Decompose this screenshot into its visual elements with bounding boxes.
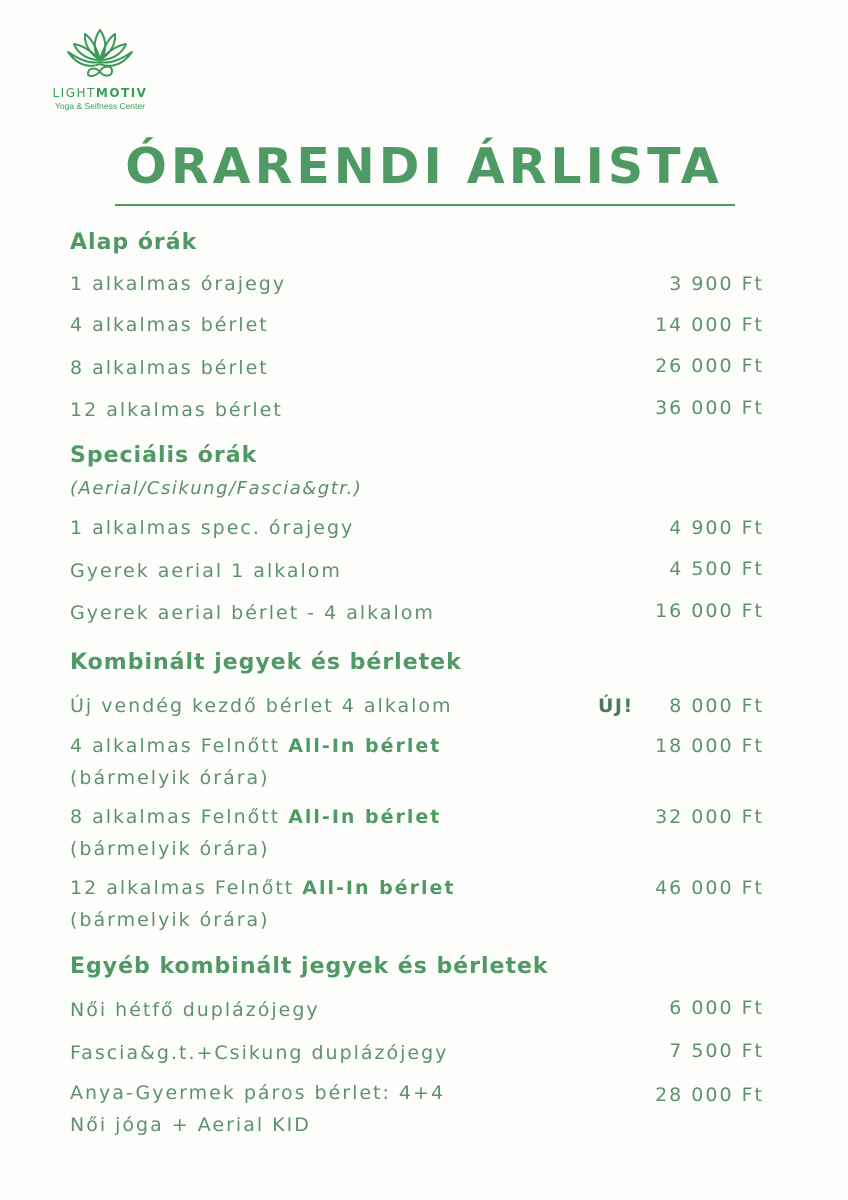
price-item-label-prefix: 12 alkalmas Felnőtt: [70, 877, 303, 899]
price-item-label: [70, 801, 441, 865]
price-item-price: 4 900 Ft: [669, 517, 764, 539]
price-item-label-line1: Anya-Gyermek páros bérlet: 4+4: [70, 1082, 446, 1104]
price-item-label: [70, 1077, 445, 1141]
price-item-label-line2: (bármelyik órára): [70, 838, 270, 860]
brand-light: LIGHT: [52, 86, 96, 100]
price-item-label: 8 alkalmas bérlet: [70, 357, 269, 379]
price-item-price: 26 000 Ft: [655, 355, 764, 377]
price-item-label: 4 alkalmas bérlet: [70, 314, 269, 336]
price-item-label: Gyerek aerial bérlet - 4 alkalom: [70, 602, 435, 624]
section-heading-kombinalt: Kombinált jegyek és bérletek: [70, 650, 462, 675]
price-item-price: 18 000 Ft: [655, 735, 764, 757]
brand-bold: MOTIV: [95, 86, 148, 100]
price-item-label: [70, 872, 455, 936]
price-item-price: 32 000 Ft: [655, 806, 764, 828]
section-heading-egyeb: Egyéb kombinált jegyek és bérletek: [70, 954, 549, 979]
price-item-price: 8 000 Ft: [669, 695, 764, 717]
price-item-label: Új vendég kezdő bérlet 4 alkalom: [70, 695, 453, 717]
price-item-label-bold: All-In bérlet: [288, 735, 442, 757]
price-item-label: 1 alkalmas spec. órajegy: [70, 517, 355, 539]
section-heading-specialis: Speciális órák: [70, 443, 258, 468]
price-item-price: 16 000 Ft: [655, 600, 764, 622]
price-item-price: 28 000 Ft: [655, 1084, 764, 1106]
price-item-label: 1 alkalmas órajegy: [70, 273, 287, 295]
price-item-label: Fascia&g.t.+Csikung duplázójegy: [70, 1042, 449, 1064]
price-item-label: [70, 730, 441, 794]
price-item-label-line2: Női jóga + Aerial KID: [70, 1114, 311, 1136]
price-item-label-line2: (bármelyik órára): [70, 767, 270, 789]
brand-tagline: Yoga & Selfness Center: [55, 101, 145, 111]
price-item-price: 4 500 Ft: [669, 558, 764, 580]
price-item-price: 46 000 Ft: [655, 877, 764, 899]
price-item-label: Női hétfő duplázójegy: [70, 999, 320, 1021]
page-title: ÓRARENDI ÁRLISTA: [125, 138, 723, 195]
price-item-price: 7 500 Ft: [669, 1040, 764, 1062]
price-item-price: 36 000 Ft: [655, 397, 764, 419]
price-item-label-bold: All-In bérlet: [288, 806, 442, 828]
price-item-label: 12 alkalmas bérlet: [70, 399, 283, 421]
price-item-price: 3 900 Ft: [669, 273, 764, 295]
lotus-icon: [60, 24, 140, 84]
brand-name: [40, 86, 160, 100]
price-item-label-prefix: 4 alkalmas Felnőtt: [70, 735, 289, 757]
title-divider: [115, 204, 735, 206]
section-heading-alap: Alap órák: [70, 230, 198, 255]
price-item-label-bold: All-In bérlet: [302, 877, 456, 899]
price-item-label-prefix: 8 alkalmas Felnőtt: [70, 806, 289, 828]
logo: [40, 24, 160, 111]
price-item-label-line2: (bármelyik órára): [70, 909, 270, 931]
price-item-price: 14 000 Ft: [655, 314, 764, 336]
price-item-label: Gyerek aerial 1 alkalom: [70, 560, 342, 582]
section-subheading-specialis: (Aerial/Csikung/Fascia&gtr.): [70, 478, 363, 499]
new-badge: ÚJ!: [598, 695, 634, 717]
price-item-price: 6 000 Ft: [669, 997, 764, 1019]
